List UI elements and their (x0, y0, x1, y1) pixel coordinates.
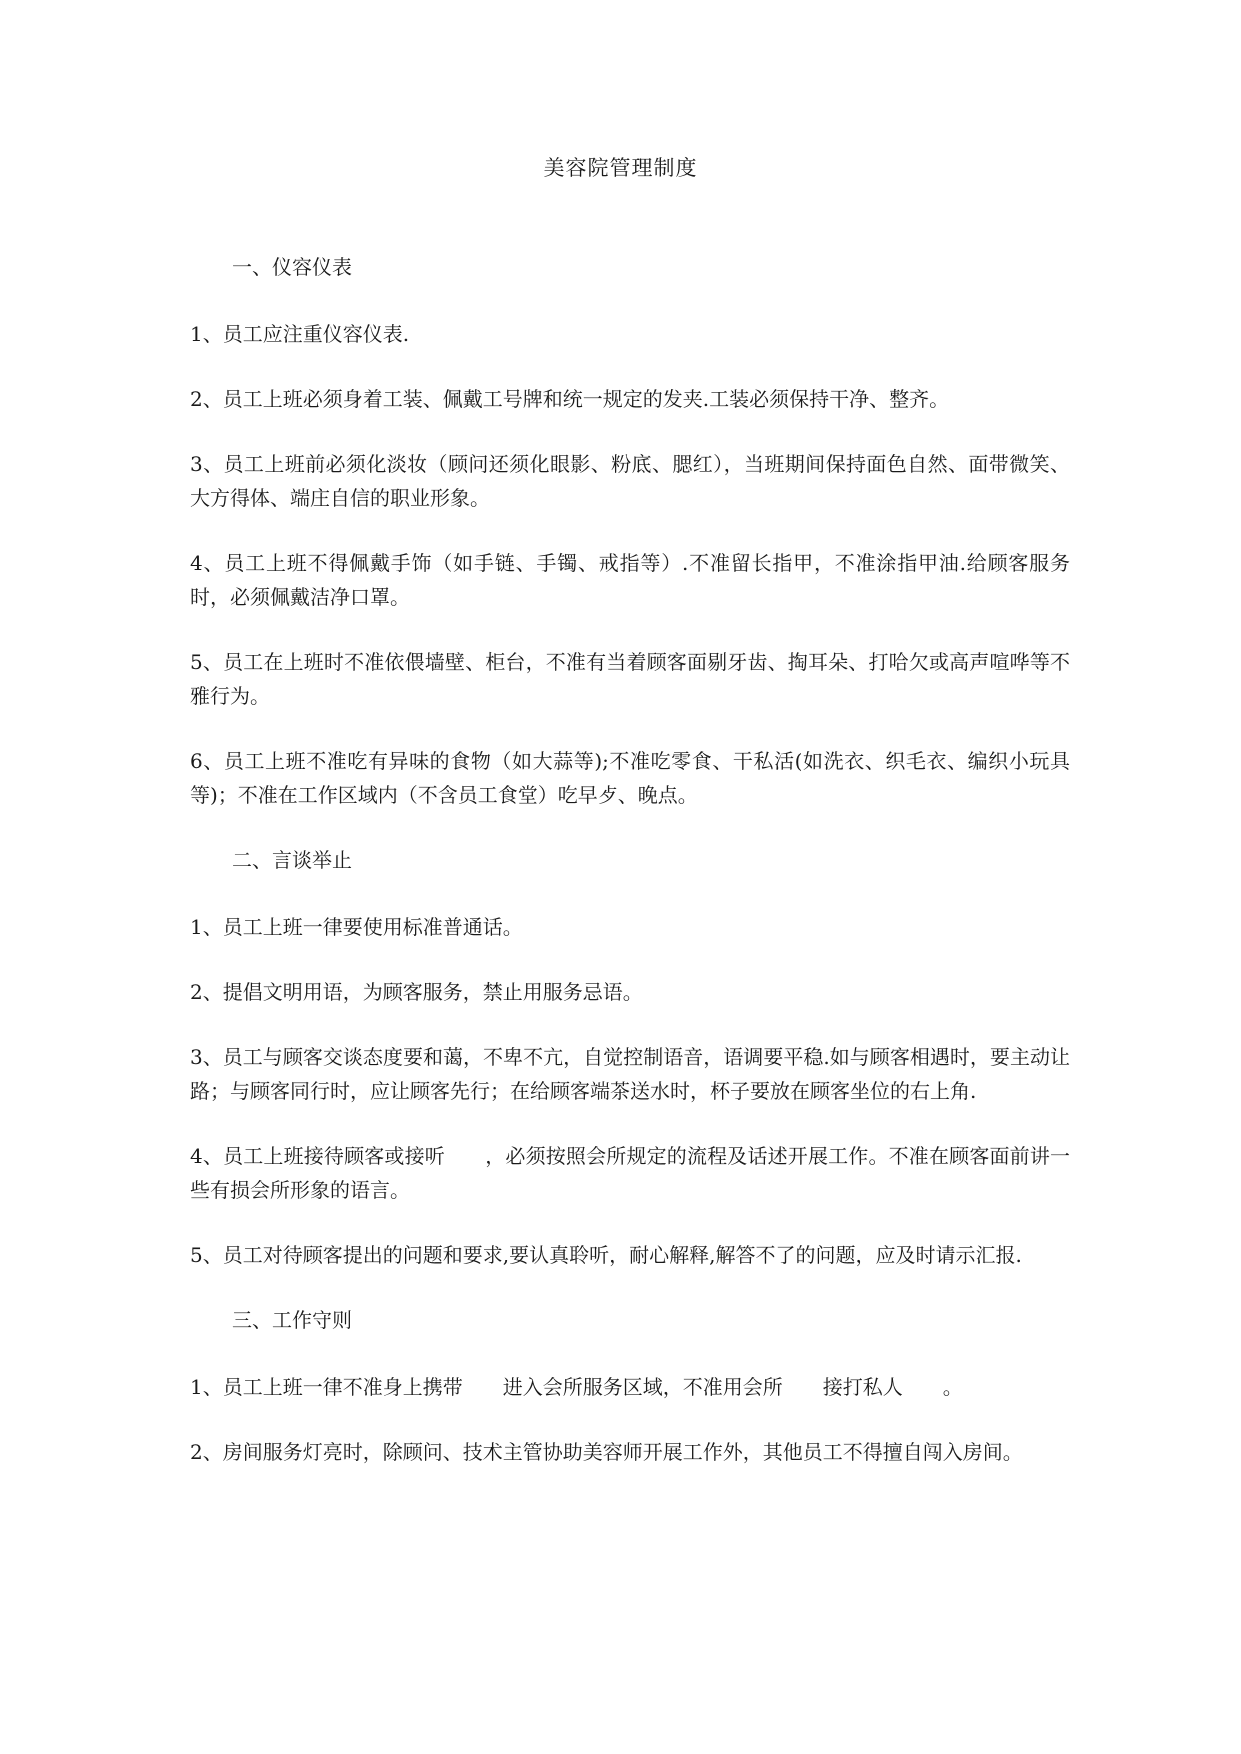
section-speech-conduct (190, 843, 1070, 1272)
document-title: 美容院管理制度 (543, 156, 698, 180)
rule-item: 5、员工在上班时不准依偎墙壁、柜台，不准有当着顾客面剔牙齿、掏耳朵、打哈欠或高声喧哗等不雅行为。 (190, 650, 1070, 708)
section-heading: 三、工作守则 (232, 1308, 352, 1332)
section-heading: 一、仪容仪表 (232, 255, 352, 279)
rule-item: 3、员工与顾客交谈态度要和蔼，不卑不亢，自觉控制语音，语调要平稳.如与顾客相遇时，要主动让路；与顾客同行时，应让顾客先行；在给顾客端茶送水时，杯子要放在顾客坐位的右上角. (190, 1045, 1070, 1103)
rule-item: 2、提倡文明用语，为顾客服务，禁止用服务忌语。 (190, 980, 643, 1004)
rule-item: 3、员工上班前必须化淡妆（顾问还须化眼影、粉底、腮红），当班期间保持面色自然、面带微笑、大方得体、端庄自信的职业形象。 (190, 452, 1070, 510)
rule-item: 2、房间服务灯亮时，除顾问、技术主管协助美容师开展工作外，其他员工不得擅自闯入房间。 (190, 1440, 1023, 1464)
document-body (190, 250, 1070, 1500)
rule-item: 1、员工上班一律不准身上携带 进入会所服务区域，不准用会所 接打私人 。 (190, 1375, 963, 1399)
rule-item: 4、员工上班接待顾客或接听 ，必须按照会所规定的流程及话述开展工作。不准在顾客面前讲一些有损会所形象的语言。 (190, 1144, 1070, 1202)
rule-item: 1、员工应注重仪容仪表. (190, 322, 410, 346)
rule-item: 1、员工上班一律要使用标准普通话。 (190, 915, 523, 939)
section-heading: 二、言谈举止 (232, 848, 352, 872)
rule-item: 2、员工上班必须身着工装、佩戴工号牌和统一规定的发夹.工装必须保持干净、整齐。 (190, 387, 950, 411)
rule-item: 6、员工上班不准吃有异味的食物（如大蒜等);不准吃零食、干私活(如洗衣、织毛衣、编织小玩具等)；不准在工作区域内（不含员工食堂）吃早歺、晚点。 (190, 749, 1070, 807)
section-appearance (190, 250, 1070, 812)
rule-item: 4、员工上班不得佩戴手饰（如手链、手镯、戒指等）.不准留长指甲，不准涂指甲油.给顾客服务时，必须佩戴洁净口罩。 (190, 551, 1070, 609)
rule-item: 5、员工对待顾客提出的问题和要求,要认真聆听，耐心解释,解答不了的问题，应及时请示汇报. (190, 1243, 1022, 1267)
section-work-rules (190, 1303, 1070, 1469)
